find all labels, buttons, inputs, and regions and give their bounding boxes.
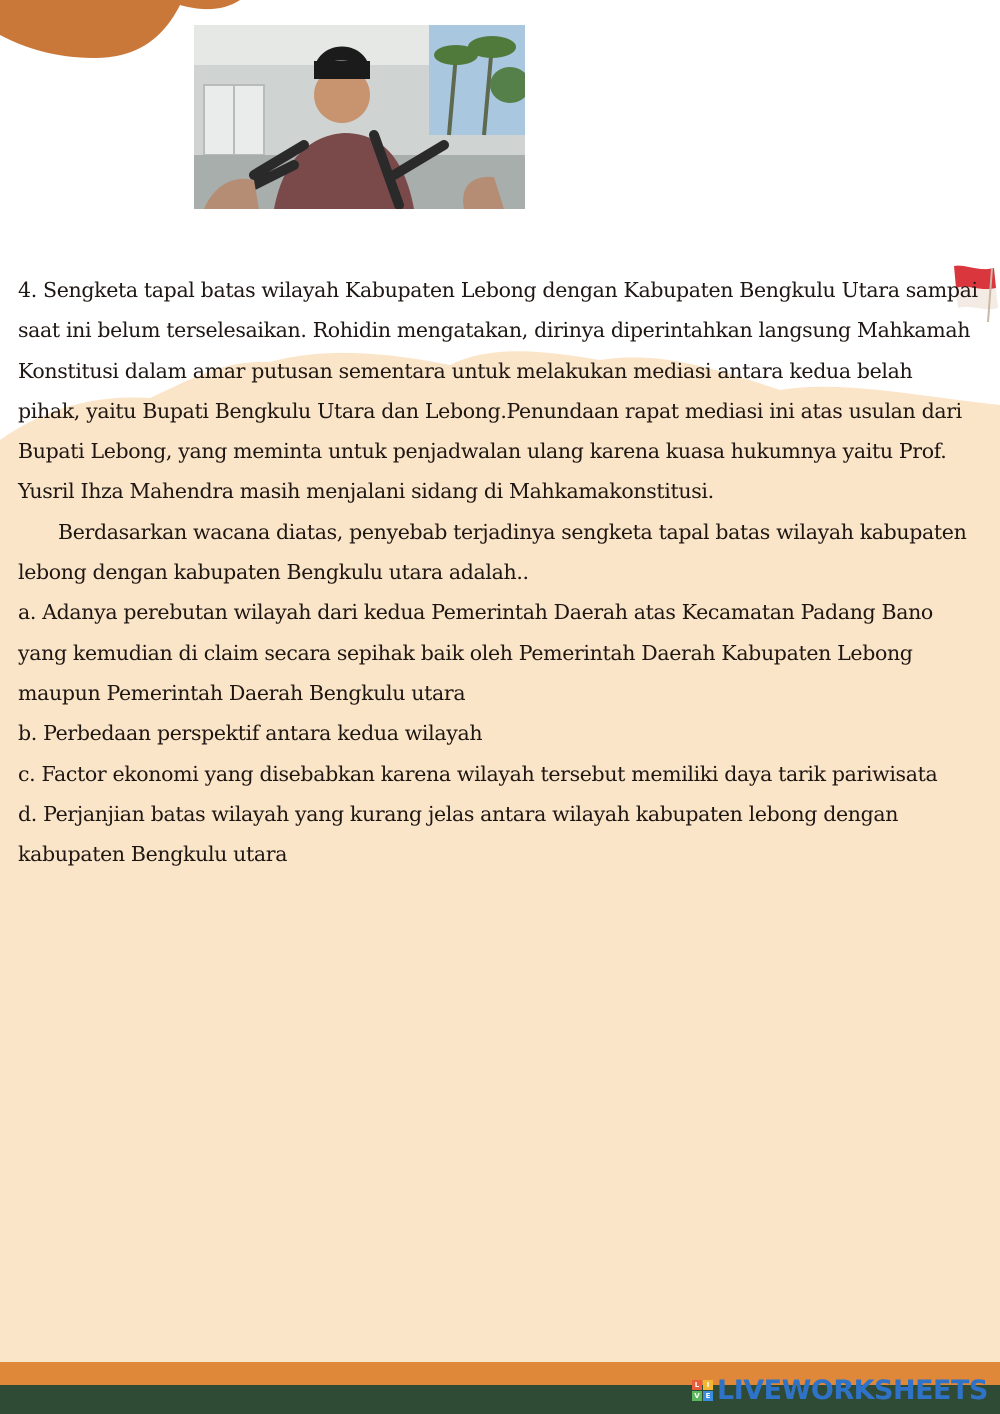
liveworksheets-brand: LIVEWORKSHEETS <box>717 1374 988 1406</box>
option-b[interactable]: b. Perbedaan perspektif antara kedua wilayah <box>18 721 483 746</box>
question-content <box>18 270 978 874</box>
interview-photo <box>194 25 525 209</box>
question-prompt: Berdasarkan wacana diatas, penyebab terjadinya sengketa tapal batas wilayah kabupaten lebong dengan kabupaten Bengkulu utara adalah.. <box>18 519 967 585</box>
passage-text: 4. Sengketa tapal batas wilayah Kabupaten Lebong dengan Kabupaten Bengkulu Utara sampai saat ini belum terselesaikan. Rohidin mengatakan, dirinya diperintahkan langsung Mahkamah Konstitusi dalam amar putusan sementara untuk melakukan mediasi antara kedua belah pihak, yaitu Bupati Bengkulu Utara dan Lebong.Penundaan rapat mediasi ini atas usulan dari Bupati Lebong, yang meminta untuk penjadwalan ulang karena kuasa hukumnya yaitu Prof. Yusril Ihza Mahendra masih menjalani sidang di Mahkamakonstitusi. <box>18 278 978 504</box>
logo-letter-l: L <box>692 1380 702 1390</box>
logo-letter-i: I <box>703 1380 713 1390</box>
option-d[interactable]: d. Perjanjian batas wilayah yang kurang jelas antara wilayah kabupaten lebong dengan kabupaten Bengkulu utara <box>18 801 899 867</box>
logo-letter-v: V <box>692 1391 702 1401</box>
option-a[interactable]: a. Adanya perebutan wilayah dari kedua Pemerintah Daerah atas Kecamatan Padang Bano yang kemudian di claim secara sepihak baik oleh Pemerintah Daerah Kabupaten Lebong maupun Pemerintah Daerah Bengkulu utara <box>18 600 933 705</box>
logo-letter-e: E <box>703 1391 713 1401</box>
option-c[interactable]: c. Factor ekonomi yang disebabkan karena wilayah tersebut memiliki daya tarik pariwisata <box>18 761 938 786</box>
liveworksheets-logo[interactable] <box>692 1372 988 1408</box>
photo-interview-icon <box>194 25 525 209</box>
liveworksheets-logo-icon <box>692 1380 713 1401</box>
